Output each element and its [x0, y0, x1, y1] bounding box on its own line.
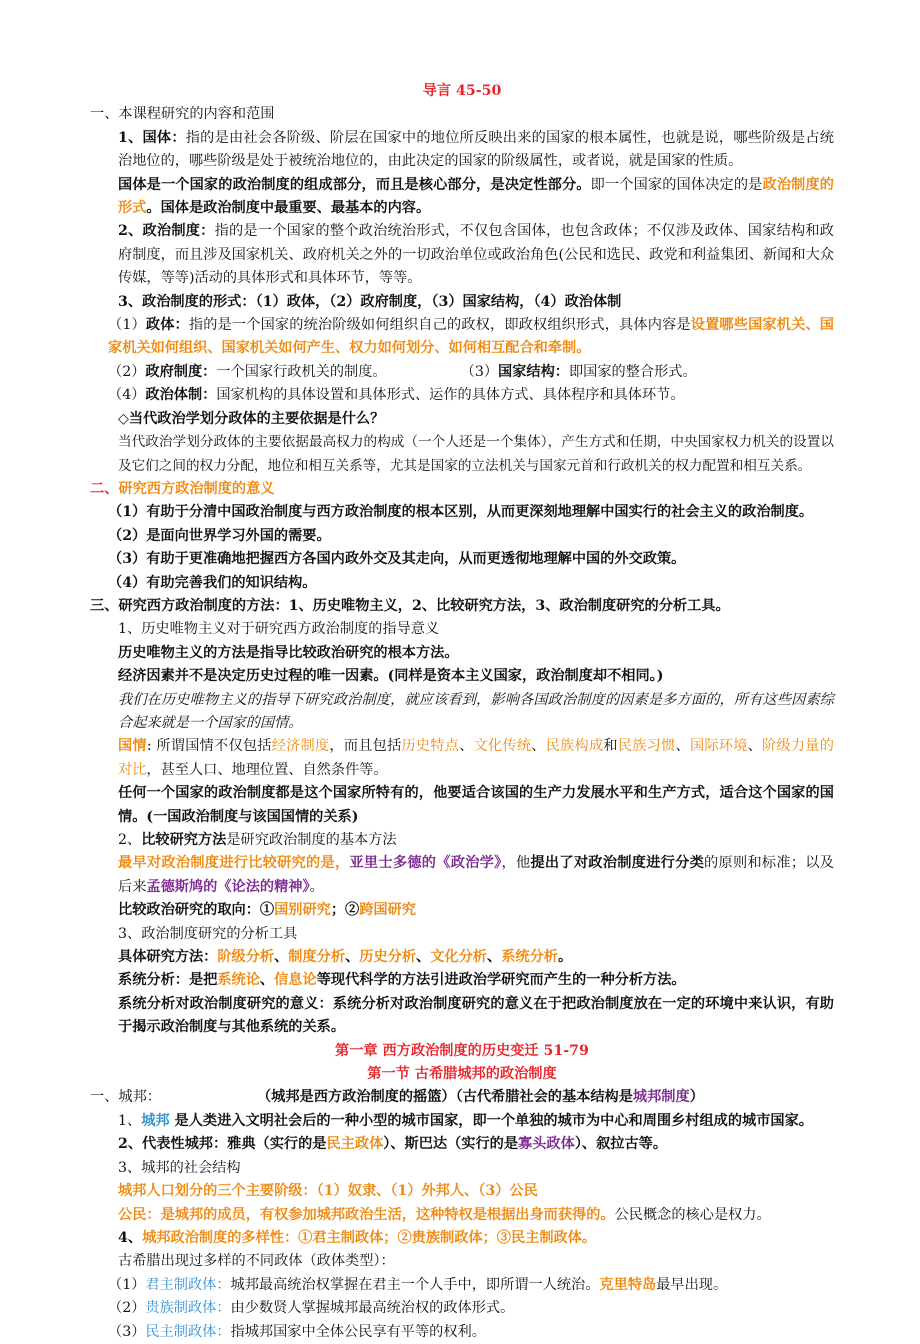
intro-title: 导言 45-50	[422, 83, 502, 99]
paragraph-guoti: 1、国体：指的是由社会各阶级、阶层在国家中的地位所反映出来的国家的根本属性，也就是说，哪些阶级是占统治地位的，哪些阶级是处于被统治地位的，由此决定的国家的阶级属性，或者说，就是国家的性质。	[118, 129, 834, 170]
regime-aristocracy: （2）贵族制政体：由少数贤人掌握城邦最高统治权的政体形式。	[108, 1300, 515, 1317]
systems-analysis: 系统分析：是把系统论、信息论等现代科学的方法引进政治学研究而产生的一种分析方法。	[118, 972, 686, 989]
method-3: 3、政治制度研究的分析工具	[118, 925, 298, 942]
regime-democracy: （3）民主制政体：指城邦国家中全体公民享有平等的权利。	[108, 1323, 486, 1340]
paragraph-tizhi: （4）政治体制：国家机构的具体设置和具体形式、运作的具体方式、具体程序和具体环节。	[108, 387, 685, 404]
systems-analysis-significance: 系统分析对政治制度研究的意义：系统分析对政治制度研究的意义在于把政治制度放在一定的环境中来认识，有助于揭示政治制度与其他系统的关系。	[118, 995, 834, 1036]
guoqing-definition: 国情: 所谓国情不仅包括经济制度，而且包括历史特点、文化传统、民族构成和民族习惯、国际环境、阶级力量的对比，甚至人口、地理位置、自然条件等。	[118, 738, 834, 778]
section-heading-3: 三、研究西方政治制度的方法：1、历史唯物主义，2、比较研究方法，3、政治制度研究的分析工具。	[90, 597, 730, 614]
aristotle-paragraph: 最早对政治制度进行比较研究的是，亚里士多德的《政治学》，他提出了对政治制度进行分类的原则和标准；以及后来孟德斯鸠的《论法的精神》。	[118, 855, 834, 895]
country-specific: 任何一个国家的政治制度都是这个国家所特有的，他要适合该国的生产力发展水平和生产方式，适合这个国家的国情。(一国政治制度与该国国情的关系)	[118, 785, 834, 825]
diversity-heading: 4、城邦政治制度的多样性：①君主制政体；②贵族制政体；③民主制政体。	[118, 1229, 597, 1246]
method-2: 2、比较研究方法是研究政治制度的基本方法	[118, 832, 397, 848]
section-heading-1: 一、本课程研究的内容和范围	[90, 106, 275, 123]
significance-item-4: （4）有助完善我们的知识结构。	[108, 574, 317, 591]
significance-item-3: （3）有助于更准确地把握西方各国内政外交及其走向，从而更透彻地理解中国的外交政策。	[108, 551, 686, 568]
chapter-1-section-1-title: 第一节 古希腊城邦的政治制度	[367, 1066, 557, 1083]
representative-city-states: 2、代表性城邦：雅典（实行的是民主政体）、斯巴达（实行的是寡头政体）、叙拉古等。	[118, 1136, 668, 1153]
specific-methods: 具体研究方法：阶级分析、制度分析、历史分析、文化分析、系统分析。	[118, 949, 573, 966]
paragraph-zhengti: （1）政体：指的是一个国家的统治阶级如何组织自己的政权，即政权组织形式，具体内容是设置哪些国家机关、国家机关如何组织、国家机关如何产生、权力如何划分、如何相互配合和牵制。	[108, 317, 834, 357]
paragraph-gov-structure: （2）政府制度：一个国家行政机关的制度。 （3）国家结构：即国家的整合形式。	[108, 363, 697, 380]
method-1: 1、历史唯物主义对于研究西方政治制度的指导意义	[118, 621, 440, 638]
social-structure: 3、城邦的社会结构	[118, 1159, 241, 1176]
city-state-definition: 1、城邦 是人类进入文明社会后的一种小型的城市国家，即一个单独的城市为中心和周围乡村组成的城市国家。	[118, 1112, 813, 1129]
method-1-detail: 历史唯物主义的方法是指导比较政治研究的根本方法。	[118, 644, 459, 661]
regime-types-intro: 古希腊出现过多样的不同政体（政体类型）：	[118, 1253, 395, 1270]
paragraph-political-system: 2、政治制度：指的是一个国家的整个政治统治形式，不仅包含国体，也包含政体；不仅涉及政体、国家结构和政府制度，而且涉及国家机关、政府机关之外的一切政治单位或政治角色(公民和选民、政党和利益集团、新闻和大众传媒，等等)活动的具体形式和具体环节，等等。	[118, 223, 834, 287]
paragraph-guoti-core: 国体是一个国家的政治制度的组成部分，而且是核心部分，是决定性部分。即一个国家的国体决定的是政治制度的形式。国体是政治制度中最重要、最基本的内容。	[118, 176, 834, 217]
three-classes: 城邦人口划分的三个主要阶级：（1）奴隶、（1）外邦人、（3）公民	[118, 1183, 538, 1200]
paragraph-forms: 3、政治制度的形式：（1）政体，（2）政府制度，（3）国家结构，（4）政治体制	[118, 293, 622, 310]
national-conditions-italic: 我们在历史唯物主义的指导下研究政治制度，就应该看到，影响各国政治制度的因素是多方面的，所有这些因素综合起来就是一个国家的国情。	[118, 691, 834, 731]
comparative-orientation: 比较政治研究的取向：①国别研究；②跨国研究	[118, 902, 416, 919]
question-heading: ◇当代政治学划分政体的主要依据是什么？	[118, 410, 385, 427]
significance-item-2: （2）是面向世界学习外国的需要。	[108, 527, 331, 544]
economic-factor: 经济因素并不是决定历史过程的唯一因素。(同样是资本主义国家，政治制度却不相同。)	[118, 668, 664, 685]
chapter-1-title: 第一章 西方政治制度的历史变迁 51-79	[335, 1042, 589, 1059]
paragraph-basis: 当代政治学划分政体的主要依据最高权力的构成（一个人还是一个集体），产生方式和任期，中央国家权力机关的设置以及它们之间的权力分配，地位和相互关系等，尤其是国家的立法机关与国家元首和行政机关的权力配置和相互关系。	[118, 434, 834, 474]
city-state-heading: 一、城邦： （城邦是西方政治制度的摇篮）（古代希腊社会的基本结构是城邦制度）	[90, 1089, 704, 1106]
citizen-definition: 公民：是城邦的成员，有权参加城邦政治生活，这种特权是根据出身而获得的。公民概念的核心是权力。	[118, 1206, 771, 1223]
regime-monarchy: （1）君主制政体：城邦最高统治权掌握在君主一个人手中，即所谓一人统治。克里特岛最早出现。	[108, 1276, 728, 1293]
significance-item-1: （1）有助于分清中国政治制度与西方政治制度的根本区别，从而更深刻地理解中国实行的社会主义的政治制度。	[108, 504, 814, 521]
section-heading-2: 二、研究西方政治制度的意义	[90, 480, 275, 497]
